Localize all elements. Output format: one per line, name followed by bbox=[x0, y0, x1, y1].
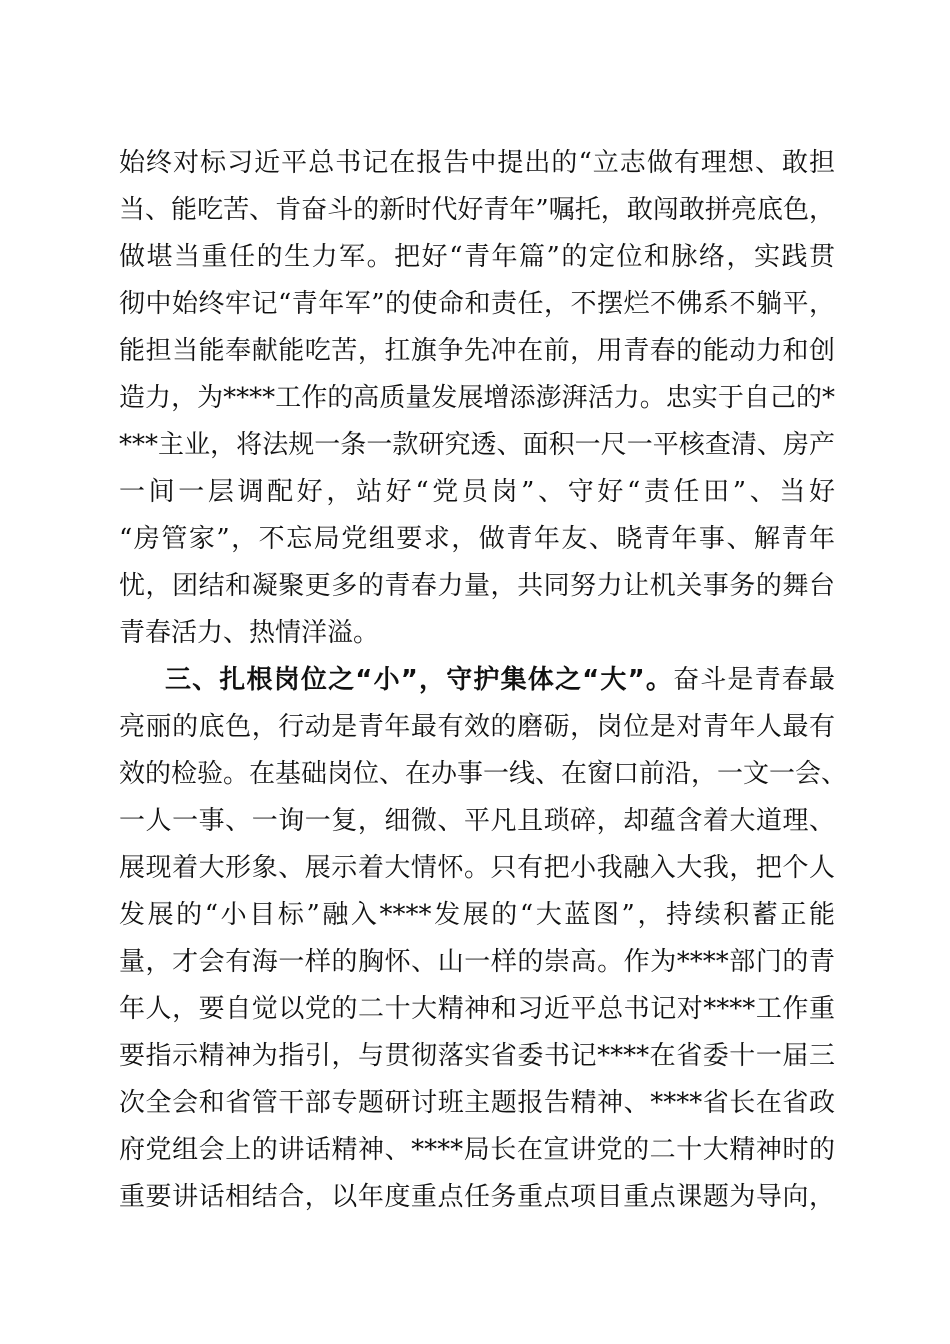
paragraph-line: 发展的“小目标”融入****发展的“大蓝图”，持续积蓄正能 bbox=[119, 900, 835, 930]
paragraph-line: 忧，团结和凝聚更多的青春力量，共同努力让机关事务的舞台 bbox=[119, 571, 835, 601]
paragraph-line: 亮丽的底色，行动是青年最有效的磨砺，岗位是对青年人最有 bbox=[119, 712, 835, 742]
paragraph-line: 能担当能奉献能吃苦，扛旗争先冲在前，用青春的能动力和创 bbox=[119, 336, 835, 366]
paragraph-line: 次全会和省管干部专题研讨班主题报告精神、****省长在省政 bbox=[119, 1088, 835, 1118]
paragraph-line: 当、能吃苦、肯奋斗的新时代好青年”嘱托，敢闯敢拼亮底色， bbox=[119, 195, 835, 225]
paragraph-line: 一人一事、一询一复，细微、平凡且琐碎，却蕴含着大道理、 bbox=[119, 806, 835, 836]
paragraph-line: 始终对标习近平总书记在报告中提出的“立志做有理想、敢担 bbox=[119, 148, 835, 178]
paragraph-line: 重要讲话相结合，以年度重点任务重点项目重点课题为导向， bbox=[119, 1182, 835, 1212]
section-heading: 三、扎根岗位之“小”，守护集体之“大”。 bbox=[165, 665, 674, 695]
section-first-line-text: 奋斗是青春最 bbox=[673, 665, 835, 695]
paragraph-line: 展现着大形象、展示着大情怀。只有把小我融入大我，把个人 bbox=[119, 853, 835, 883]
section-heading-line bbox=[119, 657, 835, 704]
paragraph-line: 年人，要自觉以党的二十大精神和习近平总书记对****工作重 bbox=[119, 994, 835, 1024]
paragraph-line: ***主业，将法规一条一款研究透、面积一尺一平核查清、房产 bbox=[119, 430, 835, 460]
paragraph-line: 造力，为****工作的高质量发展增添澎湃活力。忠实于自己的* bbox=[119, 383, 835, 413]
paragraph-line: 府党组会上的讲话精神、****局长在宣讲党的二十大精神时的 bbox=[119, 1135, 835, 1165]
paragraph-line: 量，才会有海一样的胸怀、山一样的崇高。作为****部门的青 bbox=[119, 947, 835, 977]
paragraph-last-line: 青春活力、热情洋溢。 bbox=[119, 618, 380, 648]
paragraph-line: 彻中始终牢记“青年军”的使命和责任，不摆烂不佛系不躺平， bbox=[119, 289, 835, 319]
paragraph-line: 要指示精神为指引，与贯彻落实省委书记****在省委十一届三 bbox=[119, 1041, 835, 1071]
paragraph-line: 一间一层调配好，站好“党员岗”、守好“责任田”、当好 bbox=[119, 477, 835, 507]
paragraph-line: 做堪当重任的生力军。把好“青年篇”的定位和脉络，实践贯 bbox=[119, 242, 835, 272]
paragraph-line: 效的检验。在基础岗位、在办事一线、在窗口前沿，一文一会、 bbox=[119, 759, 848, 789]
document-body bbox=[119, 140, 848, 1221]
paragraph-line: “房管家”，不忘局党组要求，做青年友、晓青年事、解青年 bbox=[119, 524, 835, 554]
